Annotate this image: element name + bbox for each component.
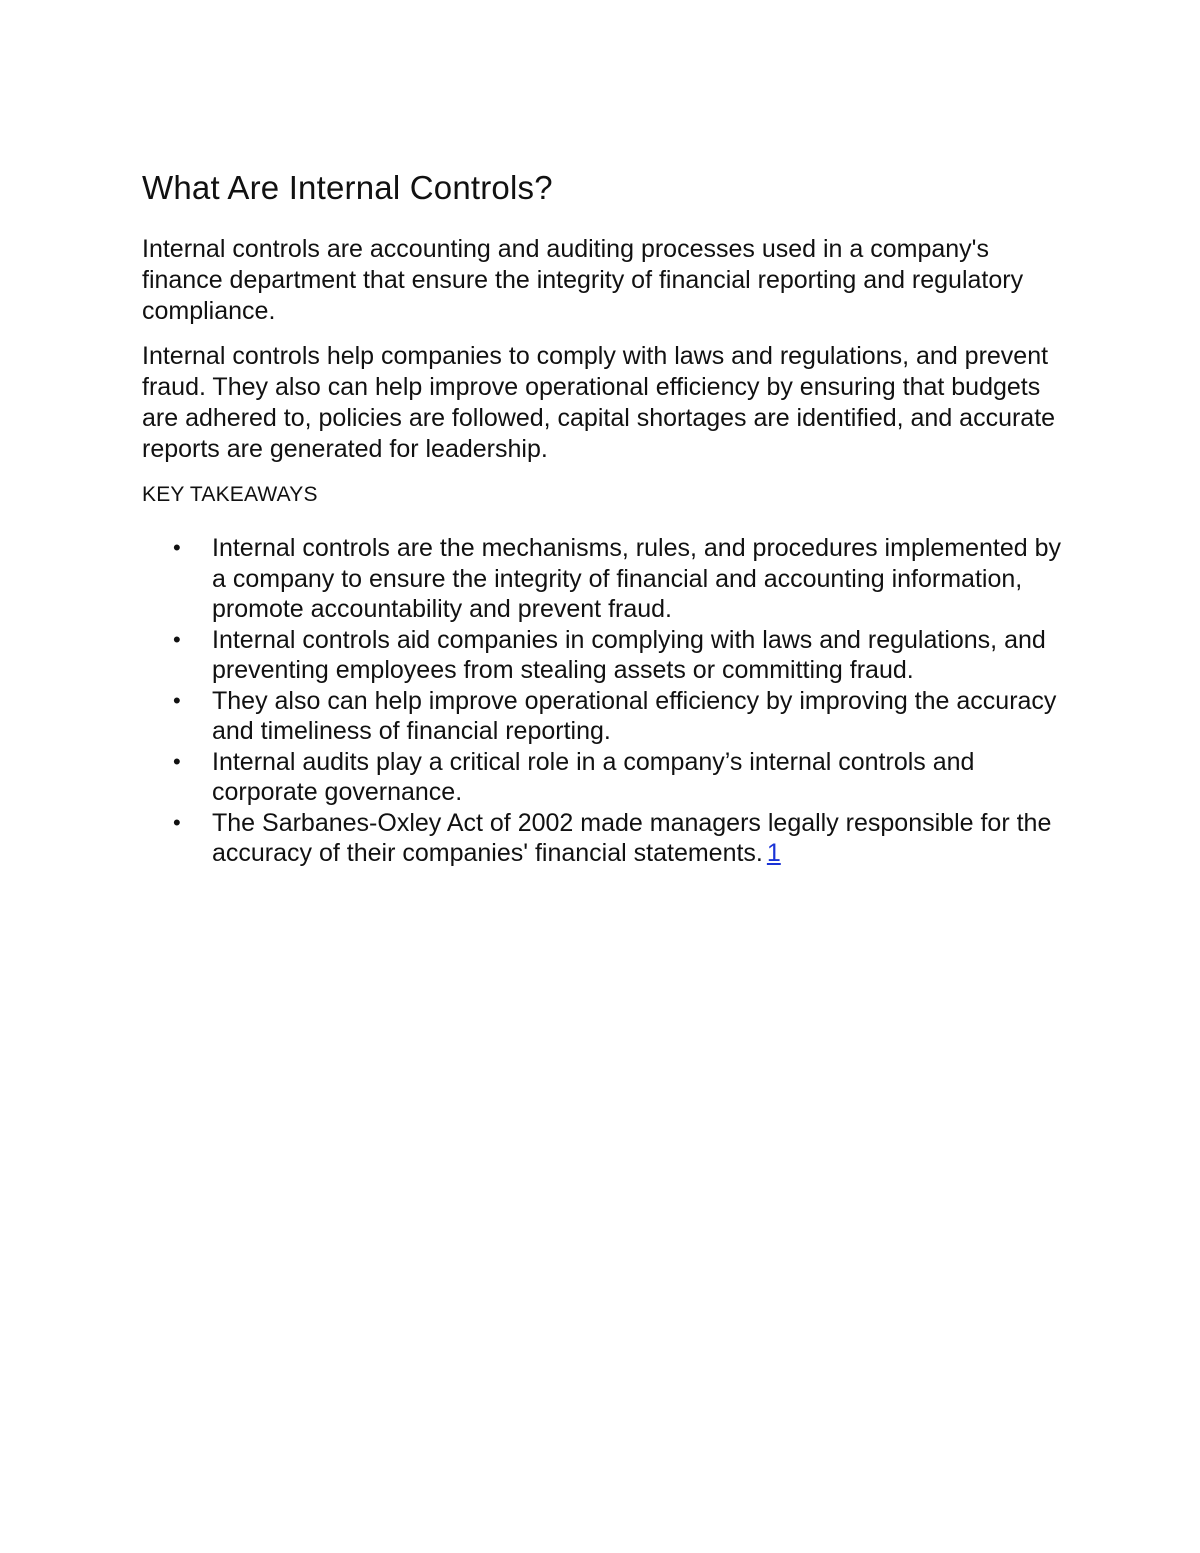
list-item-text: Internal audits play a critical role in a company’s internal controls and corporate governance.: [212, 747, 975, 806]
list-item-text: The Sarbanes-Oxley Act of 2002 made managers legally responsible for the accuracy of their companies' financial statements.: [212, 808, 1052, 867]
benefits-paragraph: Internal controls help companies to comply with laws and regulations, and prevent fraud. They also can help improve operational efficiency by ensuring that budgets are adhered to, policies are followed, capital shortages are identified, and accurate reports are generated for leadership.: [142, 342, 1056, 463]
list-item-text: Internal controls are the mechanisms, rules, and procedures implemented by a company to ensure the integrity of financial and accounting information, promote accountability and prevent fraud.: [212, 534, 1062, 623]
key-takeaways-list: [142, 533, 1062, 869]
footnote-reference-link[interactable]: 1: [766, 839, 781, 867]
list-item-text: Internal controls aid companies in complying with laws and regulations, and preventing employees from stealing assets or committing fraud.: [212, 625, 1046, 684]
key-takeaways-heading: KEY TAKEAWAYS: [142, 483, 318, 506]
list-item: [173, 808, 1062, 869]
bullet-icon: •: [173, 626, 181, 652]
list-item: [173, 747, 1062, 808]
document-page: [142, 168, 1062, 869]
list-item-text: They also can help improve operational efficiency by improving the accuracy and timeliness of financial reporting.: [212, 686, 1057, 745]
list-item: [173, 686, 1062, 747]
bullet-icon: •: [173, 687, 181, 713]
list-item: [173, 533, 1062, 625]
intro-paragraph: Internal controls are accounting and auditing processes used in a company's finance department that ensure the integrity of financial reporting and regulatory compliance.: [142, 235, 1024, 325]
page-title: What Are Internal Controls?: [142, 169, 553, 206]
bullet-icon: •: [173, 535, 181, 560]
bullet-icon: •: [173, 809, 181, 835]
list-item: [173, 625, 1062, 686]
bullet-icon: •: [173, 748, 181, 774]
